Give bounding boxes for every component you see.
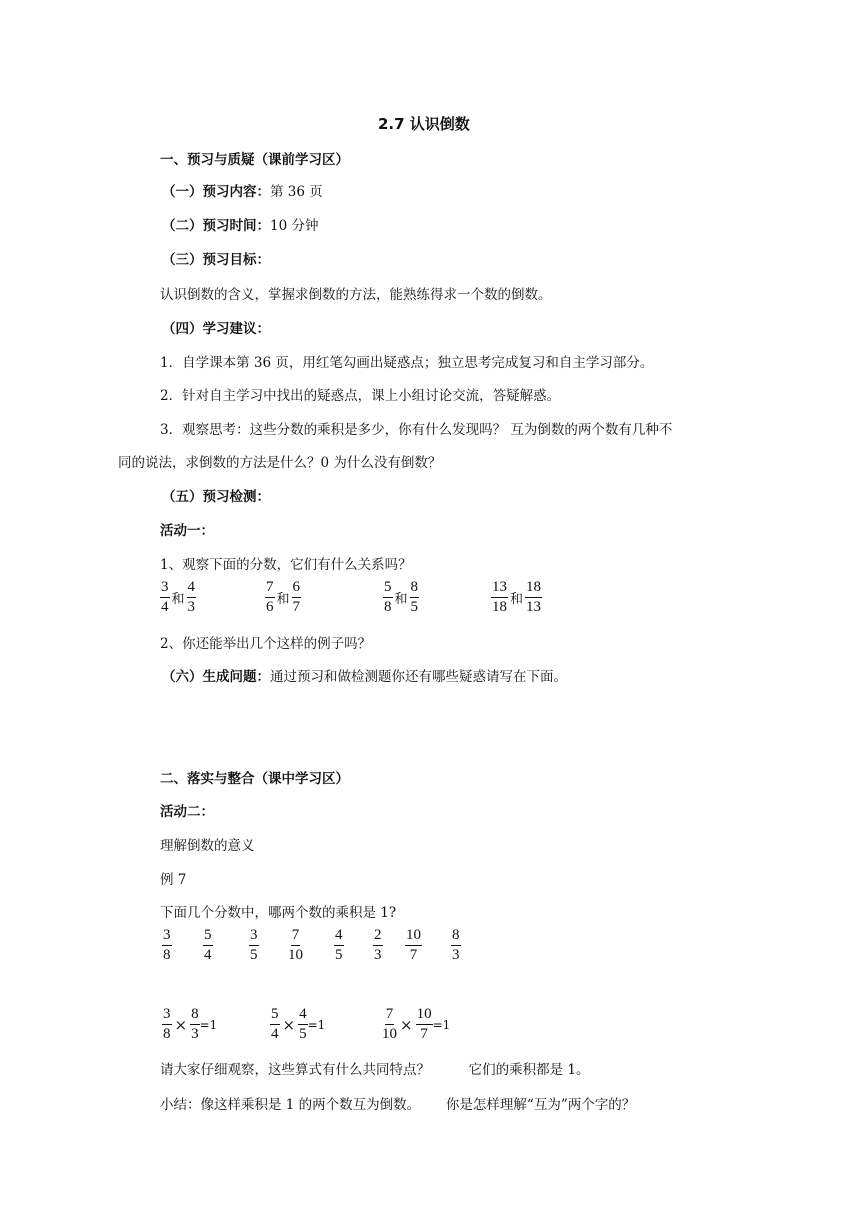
fraction: $\frac{3}{8}$: [163, 1006, 171, 1042]
preview-time-line: [162, 214, 318, 234]
fraction: $\frac{18}{13}$: [526, 579, 542, 615]
product-equation-3: [382, 1007, 450, 1042]
times-sign: ×: [174, 1015, 188, 1034]
fraction: $\frac{4}{5}$: [299, 1006, 307, 1042]
preview-time-value: 10 分钟: [270, 218, 319, 234]
fraction: $\frac{3}{8}$: [163, 927, 171, 963]
generate-question-line: [162, 665, 567, 685]
fraction: $\frac{2}{3}$: [374, 927, 382, 963]
fraction: $\frac{7}{10}$: [382, 1006, 397, 1042]
equals-one: =1: [307, 1017, 326, 1032]
advice-item-1: 1．自学课本第 36 页，用红笔勾画出疑惑点；独立思考完成复习和自主学习部分。: [160, 355, 654, 371]
times-sign: ×: [400, 1015, 413, 1034]
and-word: 和: [276, 592, 290, 607]
preview-goal-text: 认识倒数的含义，掌握求倒数的方法，能熟练得求一个数的倒数。: [160, 287, 552, 303]
preview-content-label: （一）预习内容：: [162, 184, 270, 200]
generate-question-text: 通过预习和做检测题你还有哪些疑惑请写在下面。: [270, 669, 567, 685]
observe-text: 请大家仔细观察，这些算式有什么共同特点？ 它们的乘积都是 1。: [160, 1062, 590, 1078]
product-equation-1: [162, 1007, 217, 1042]
fraction: $\frac{8}{3}$: [191, 1006, 199, 1042]
fraction: $\frac{4}{3}$: [187, 579, 196, 615]
fraction-pair-2: [265, 580, 301, 615]
advice-item-2: 2．针对自主学习中找出的疑惑点，课上小组讨论交流，答疑解惑。: [160, 388, 561, 404]
check-label: （五）预习检测：: [162, 489, 270, 505]
generate-question-label: （六）生成问题：: [162, 669, 270, 685]
page-title: 2.7 认识倒数: [378, 115, 470, 133]
fraction-pair-3: [383, 580, 419, 615]
fraction: $\frac{3}{5}$: [250, 927, 258, 963]
fraction: $\frac{4}{5}$: [335, 927, 343, 963]
advice-item-3: 3．观察思考：这些分数的乘积是多少，你有什么发现吗？ 互为倒数的两个数有几种不: [160, 422, 673, 438]
fraction: $\frac{5}{4}$: [204, 927, 212, 963]
section2-heading: 二、落实与整合（课中学习区）: [160, 771, 349, 787]
advice-item-4: 同的说法，求倒数的方法是什么？0 为什么没有倒数？: [118, 455, 442, 471]
fraction: $\frac{3}{4}$: [161, 579, 169, 615]
preview-content-line: [162, 180, 323, 200]
section1-heading: 一、预习与质疑（课前学习区）: [160, 152, 349, 168]
fraction: $\frac{8}{3}$: [452, 927, 460, 963]
fraction: $\frac{8}{5}$: [410, 579, 419, 615]
example-question: 下面几个分数中，哪两个数的乘积是 1?: [160, 905, 397, 921]
fraction: $\frac{7}{6}$: [266, 579, 274, 615]
and-word: 和: [510, 592, 524, 607]
times-sign: ×: [282, 1015, 296, 1034]
question-2: 2、你还能举出几个这样的例子吗？: [160, 636, 372, 652]
advice-label: （四）学习建议：: [162, 321, 270, 337]
example-label: 例 7: [160, 872, 187, 888]
fraction: $\frac{6}{7}$: [292, 579, 301, 615]
fraction: $\frac{10}{7}$: [406, 927, 421, 963]
product-equation-2: [270, 1007, 325, 1042]
fraction: $\frac{13}{18}$: [492, 579, 507, 615]
preview-goal-label: （三）预习目标：: [162, 252, 270, 268]
fraction: $\frac{5}{4}$: [271, 1006, 279, 1042]
equals-one: =1: [432, 1017, 451, 1032]
activity1-label: 活动一：: [160, 523, 214, 539]
fraction: $\frac{7}{10}$: [288, 927, 303, 963]
and-word: 和: [394, 592, 408, 607]
activity2-label: 活动二：: [160, 804, 214, 820]
fraction-pair-1: [160, 580, 196, 615]
understand-meaning: 理解倒数的意义: [160, 838, 255, 854]
and-word: 和: [171, 592, 185, 607]
fraction: $\frac{10}{7}$: [416, 1006, 432, 1042]
fraction-pair-4: [491, 580, 542, 615]
preview-time-label: （二）预习时间：: [162, 218, 270, 234]
preview-content-value: 第 36 页: [270, 184, 323, 200]
equals-one: =1: [199, 1017, 218, 1032]
fraction: $\frac{5}{8}$: [384, 579, 392, 615]
summary-text: 小结：像这样乘积是 1 的两个数互为倒数。 你是怎样理解“互为”两个字的？: [160, 1097, 636, 1113]
question-1: 1、观察下面的分数，它们有什么关系吗？: [160, 557, 412, 573]
